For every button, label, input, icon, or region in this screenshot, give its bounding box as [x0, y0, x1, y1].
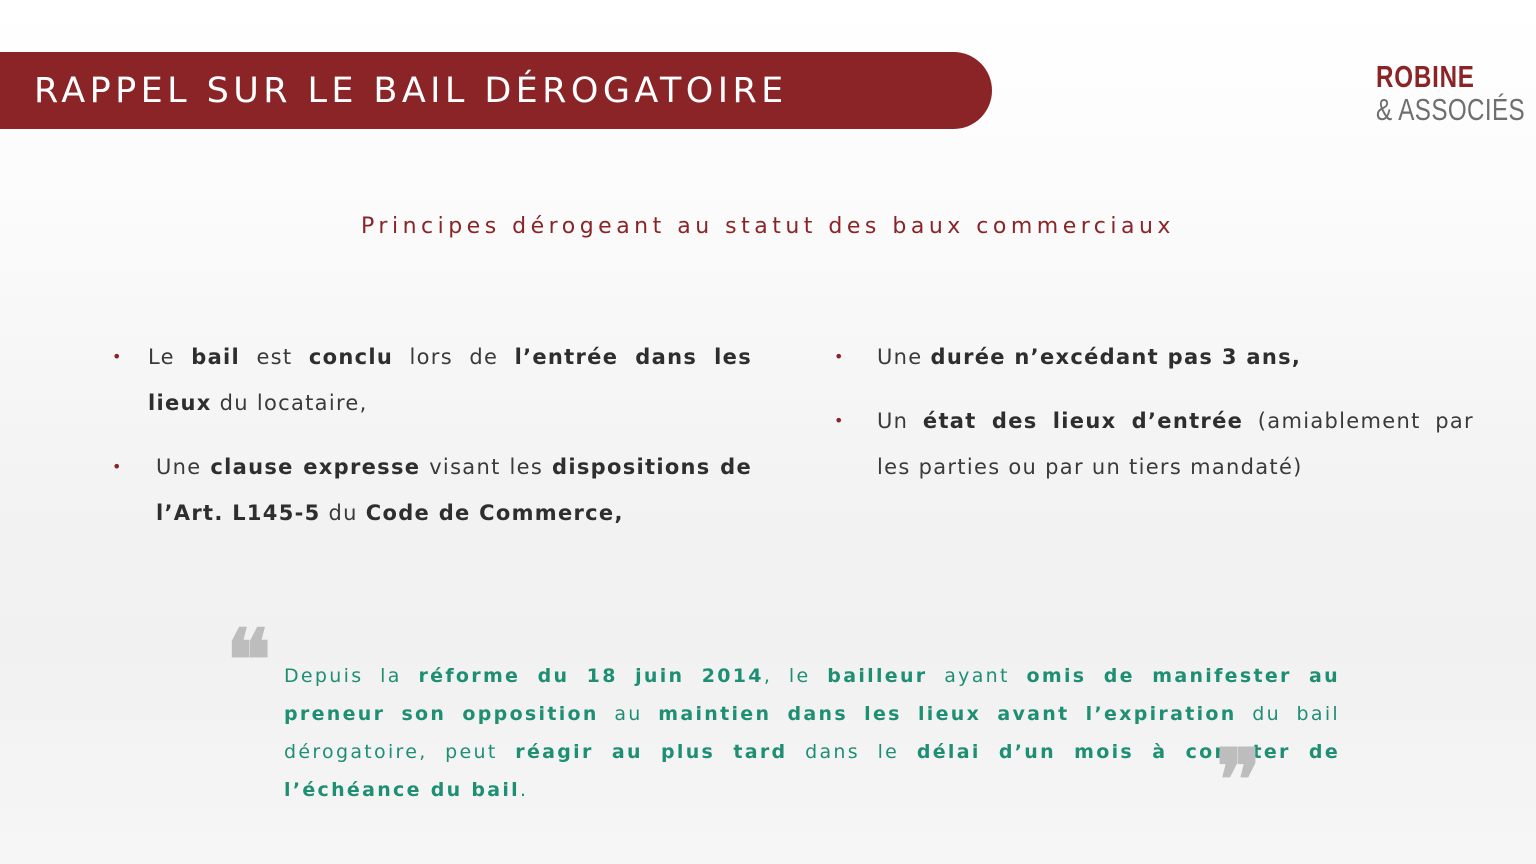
text-run: visant les	[420, 455, 552, 479]
text-run: Une	[877, 345, 931, 369]
text-run: Depuis la	[284, 665, 419, 687]
emphasized-text: délai d’un mois à compter de l’échéance du bail	[284, 741, 1341, 801]
emphasized-text: durée n’excédant pas 3 ans,	[930, 345, 1302, 369]
principle-text	[156, 444, 752, 536]
title-banner	[0, 52, 992, 129]
emphasized-text: état des lieux d’entrée	[922, 409, 1244, 433]
emphasized-text: dispositions de l’Art. L145-5	[156, 455, 753, 525]
emphasized-text: Code de Commerce,	[365, 501, 624, 525]
reform-quote	[284, 657, 1340, 809]
text-run: .	[520, 779, 529, 801]
bullet-dot-icon: •	[834, 411, 845, 430]
bullet-dot-icon: •	[834, 347, 845, 366]
text-run: , le	[763, 665, 828, 687]
close-quote-icon: ❞	[1216, 730, 1262, 829]
principle-item-etat-des-lieux	[834, 398, 1474, 490]
right-principles-list	[834, 334, 1474, 490]
emphasized-text: bailleur	[827, 665, 928, 687]
text-run: (amiablement par les parties ou par un tiers mandaté)	[877, 409, 1474, 479]
principle-text	[877, 334, 1474, 380]
text-run: du	[320, 501, 366, 525]
section-subtitle: Principes dérogeant au statut des baux commerciaux	[361, 214, 1175, 239]
logo-line-1: ROBINE	[1376, 59, 1475, 94]
text-run: Un	[877, 409, 923, 433]
left-principles-list	[112, 334, 752, 536]
emphasized-text: clause expresse	[210, 455, 421, 479]
principle-text	[877, 398, 1474, 490]
text-run: du bail dérogatoire, peut	[284, 703, 1340, 763]
emphasized-text: réforme du 18 juin 2014	[418, 665, 764, 687]
slide-title: RAPPEL SUR LE BAIL DÉROGATOIRE	[34, 71, 788, 111]
principle-text	[148, 334, 752, 426]
text-run: lors de	[393, 345, 515, 369]
text-run: au	[598, 703, 659, 725]
logo-line-2: & ASSOCIÉS	[1376, 92, 1526, 127]
open-quote-icon: ❝	[226, 610, 272, 709]
emphasized-text: bail	[191, 345, 241, 369]
text-run: du locataire,	[211, 391, 368, 415]
text-run: Une	[156, 455, 211, 479]
principle-item-clause-expresse	[112, 444, 752, 536]
emphasized-text: maintien dans les lieux avant l’expiration	[658, 703, 1237, 725]
bullet-dot-icon: •	[112, 457, 123, 476]
emphasized-text: l’entrée dans les lieux	[148, 345, 752, 415]
text-run: ayant	[927, 665, 1027, 687]
text-run: Le	[148, 345, 192, 369]
emphasized-text: réagir au plus tard	[515, 741, 788, 763]
text-run: dans le	[787, 741, 917, 763]
emphasized-text: conclu	[308, 345, 394, 369]
robine-associes-logo	[1376, 59, 1526, 127]
bullet-dot-icon: •	[112, 347, 123, 366]
principle-item-duree	[834, 334, 1474, 380]
principle-item-bail-conclu	[112, 334, 752, 426]
emphasized-text: omis de manifester au preneur son opposition	[284, 665, 1340, 725]
text-run: est	[240, 345, 309, 369]
